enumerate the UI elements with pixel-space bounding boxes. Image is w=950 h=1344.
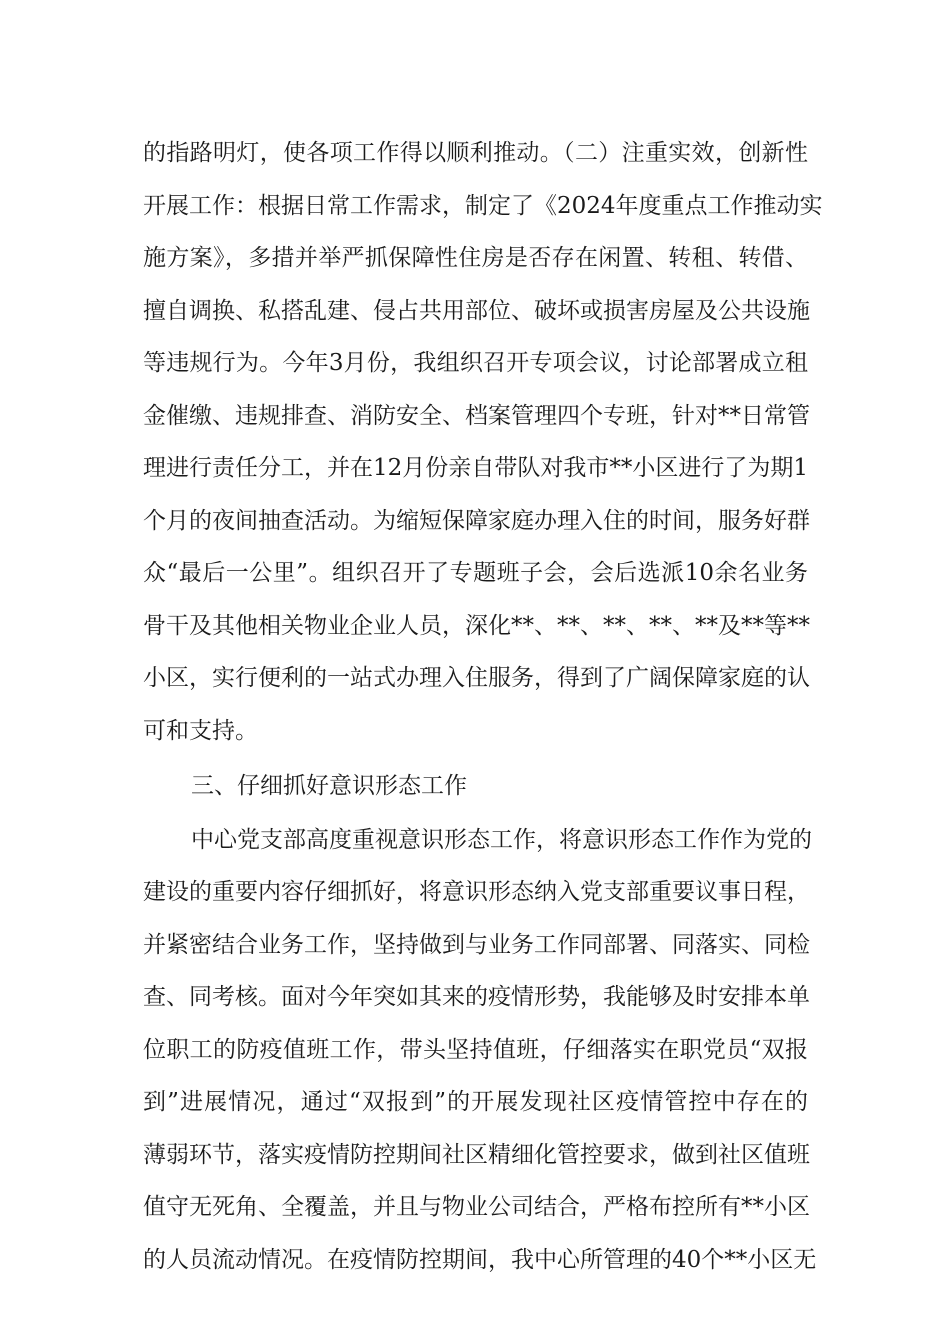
paragraph-line: 查、同考核。面对今年突如其来的疫情形势，我能够及时安排本单 [143,984,810,1010]
paragraph-line: 理进行责任分工，并在12月份亲自带队对我市**小区进行了为期1 [143,455,808,481]
paragraph-line: 个月的夜间抽查活动。为缩短保障家庭办理入住的时间，服务好群 [143,508,810,534]
paragraph-line: 建设的重要内容仔细抓好，将意识形态纳入党支部重要议事日程， [143,879,810,905]
paragraph-line: 的人员流动情况。在疫情防控期间，我中心所管理的40个**小区无 [143,1247,817,1273]
paragraph-line: 小区，实行便利的一站式办理入住服务，得到了广阔保障家庭的认 [143,665,810,691]
paragraph-line: 金催缴、违规排查、消防安全、档案管理四个专班，针对**日常管 [143,403,810,429]
paragraph-line: 擅自调换、私搭乱建、侵占共用部位、破坏或损害房屋及公共设施 [143,298,810,324]
paragraph-line: 骨干及其他相关物业企业人员，深化**、**、**、**、**及**等** [143,613,810,639]
paragraph-line: 位职工的防疫值班工作，带头坚持值班，仔细落实在职党员“双报 [143,1037,808,1063]
paragraph-line: 等违规行为。今年3月份，我组织召开专项会议，讨论部署成立租 [143,350,808,376]
paragraph-line: 开展工作：根据日常工作需求，制定了《2024年度重点工作推动实 [143,193,823,219]
paragraph-line: 施方案》，多措并举严抓保障性住房是否存在闲置、转租、转借、 [143,245,808,271]
paragraph-line: 薄弱环节，落实疫情防控期间社区精细化管控要求，做到社区值班 [143,1142,810,1168]
paragraph-line: 众“最后一公里”。组织召开了专题班子会，会后选派10余名业务 [143,560,808,586]
paragraph-line: 到”进展情况，通过“双报到”的开展发现社区疫情管控中存在的 [143,1089,808,1115]
paragraph-line: 中心党支部高度重视意识形态工作，将意识形态工作作为党的 [191,827,812,853]
paragraph-line: 值守无死角、全覆盖，并且与物业公司结合，严格布控所有**小区 [143,1194,810,1220]
section-heading: 三、仔细抓好意识形态工作 [191,773,467,799]
paragraph-line: 可和支持。 [143,718,258,744]
paragraph-line: 并紧密结合业务工作，坚持做到与业务工作同部署、同落实、同检 [143,932,810,958]
paragraph-line: 的指路明灯，使各项工作得以顺利推动。（二）注重实效，创新性 [143,140,808,166]
